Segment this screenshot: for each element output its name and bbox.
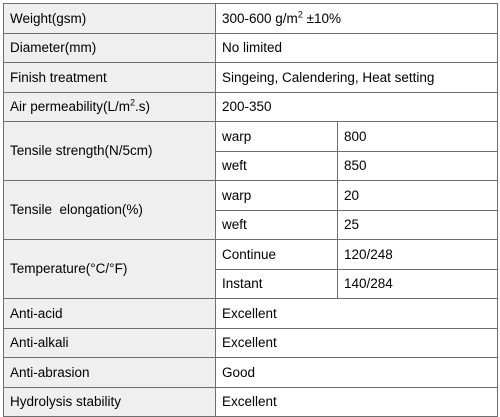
table-row-tensile-strength-warp (4, 122, 498, 152)
row-value-anti-abrasion: Good (216, 358, 498, 388)
sub-value-tensile-strength-warp: 800 (338, 122, 498, 152)
weight-value-superscript: 2 (297, 9, 303, 19)
row-label-diameter: Diameter(mm) (4, 33, 216, 63)
row-label-hydrolysis-stability: Hydrolysis stability (4, 387, 216, 417)
row-value-air-permeability: 200-350 (216, 92, 498, 122)
table-row-finish-treatment (4, 63, 498, 93)
table-row-hydrolysis-stability (4, 387, 498, 417)
sub-label-temperature-instant: Instant (216, 269, 338, 299)
row-value-finish-treatment: Singeing, Calendering, Heat setting (216, 63, 498, 93)
row-label-tensile-strength: Tensile strength(N/5cm) (4, 122, 216, 181)
table-row-tensile-elongation-warp (4, 181, 498, 211)
table-row-anti-alkali (4, 328, 498, 358)
row-label-air-permeability (4, 92, 216, 122)
table-row-diameter (4, 33, 498, 63)
row-label-anti-acid: Anti-acid (4, 299, 216, 329)
row-label-anti-alkali: Anti-alkali (4, 328, 216, 358)
row-value-anti-acid: Excellent (216, 299, 498, 329)
row-value-hydrolysis-stability: Excellent (216, 387, 498, 417)
specification-table (3, 3, 498, 417)
air-permeability-label-suffix: .s) (135, 99, 151, 114)
sub-label-temperature-continue: Continue (216, 240, 338, 270)
weight-value-prefix: 300-600 g/m (222, 10, 298, 26)
row-label-finish-treatment: Finish treatment (4, 63, 216, 93)
table-row-anti-acid (4, 299, 498, 329)
weight-value-suffix: ±10% (302, 10, 342, 26)
table-row-air-permeability (4, 92, 498, 122)
table-row-weight (4, 4, 498, 34)
row-label-weight: Weight(gsm) (4, 4, 216, 34)
row-value-weight (216, 4, 498, 34)
sub-value-temperature-continue: 120/248 (338, 240, 498, 270)
air-permeability-label-prefix: Air permeability(L/m (10, 99, 131, 114)
air-permeability-label-superscript: 2 (130, 97, 136, 108)
row-label-anti-abrasion: Anti-abrasion (4, 358, 216, 388)
sub-label-tensile-elongation-warp: warp (216, 181, 338, 211)
sub-label-tensile-strength-warp: warp (216, 122, 338, 152)
sub-label-tensile-elongation-weft: weft (216, 210, 338, 240)
row-value-diameter: No limited (216, 33, 498, 63)
row-value-anti-alkali: Excellent (216, 328, 498, 358)
sub-value-temperature-instant: 140/284 (338, 269, 498, 299)
sub-value-tensile-elongation-weft: 25 (338, 210, 498, 240)
table-row-temperature-continue (4, 240, 498, 270)
sub-label-tensile-strength-weft: weft (216, 151, 338, 181)
row-label-temperature: Temperature(°C/°F) (4, 240, 216, 299)
row-label-tensile-elongation: Tensile elongation(%) (4, 181, 216, 240)
sub-value-tensile-strength-weft: 850 (338, 151, 498, 181)
table-row-anti-abrasion (4, 358, 498, 388)
sub-value-tensile-elongation-warp: 20 (338, 181, 498, 211)
